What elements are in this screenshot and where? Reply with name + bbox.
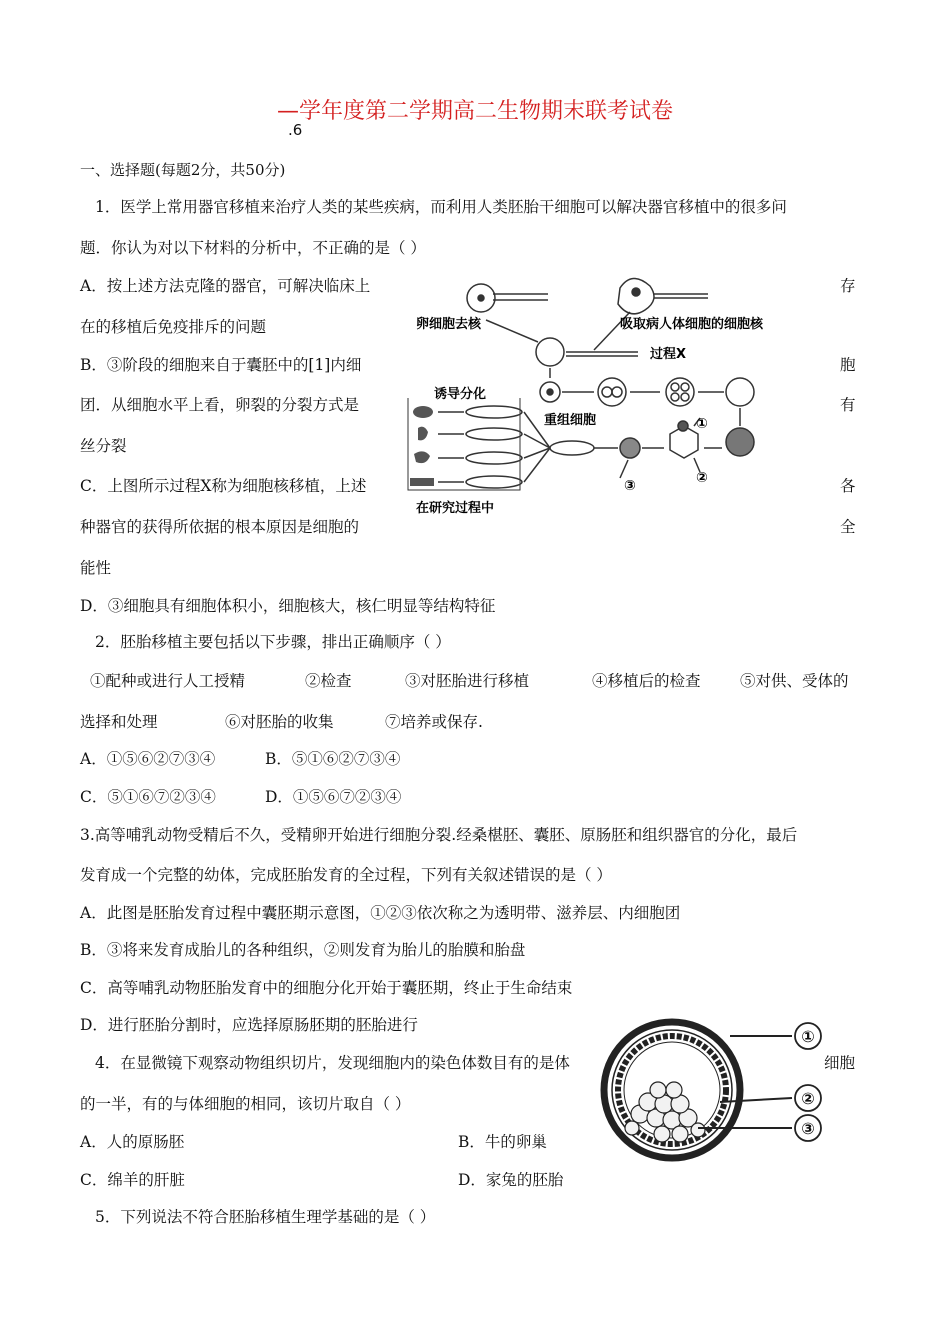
q2-option-c: C．⑤①⑥⑦②③④ [80, 788, 216, 806]
q1-option-c-tail: 各 [840, 477, 856, 495]
q3-stem-line1: 3.高等哺乳动物受精后不久，受精卵开始进行细胞分裂.经桑椹胚、囊胚、原肠胚和组织器官的分化，最后 [80, 826, 798, 844]
brain-tissue-icon [413, 406, 433, 418]
q4-stem-line1: 4．在显微镜下观察动物组织切片，发现细胞内的染色体数目有的是体 [95, 1054, 570, 1072]
label-recombined-cell: 重组细胞 [544, 413, 597, 428]
q4-option-a: A．人的原肠胚 [80, 1133, 185, 1151]
q1-option-b-line3: 丝分裂 [80, 437, 127, 455]
q2-step-5-cont: 选择和处理 [80, 713, 158, 731]
q4-option-b: B．牛的卵巢 [458, 1133, 547, 1151]
q3-option-a: A．此图是胚胎发育过程中囊胚期示意图，①②③依次称之为透明带、滋养层、内细胞团 [80, 904, 681, 922]
q5-stem: 5．下列说法不符合胚胎移植生理学基础的是（ ） [95, 1208, 436, 1226]
fig1-mark-3: ③ [624, 478, 636, 494]
page-subtitle: .6 [288, 121, 303, 139]
muscle-tissue-icon [410, 478, 434, 486]
label-induce-differentiation: 诱导分化 [434, 387, 487, 402]
q1-option-a-line2: 在的移植后免疫排斥的问题 [80, 318, 267, 336]
label-process-x: 过程X [650, 347, 687, 362]
q2-step-2: ②检查 [305, 672, 352, 690]
page-title: —学年度第二学期高二生物期末联考试卷 [276, 99, 673, 124]
organ-tissue-icon [418, 427, 428, 441]
q4-stem-line1-tail: 细胞 [824, 1054, 856, 1072]
fig2-mark-3: ③ [801, 1119, 815, 1138]
culture-dish-icon [550, 441, 594, 455]
q2-step-5: ⑤对供、受体的 [740, 672, 849, 690]
blastocyst-icon [726, 428, 754, 456]
inner-cell-mass [625, 1082, 705, 1142]
fig1-mark-1: ① [696, 416, 708, 432]
q1-option-d: D．③细胞具有细胞体积小，细胞核大，核仁明显等结构特征 [80, 597, 496, 615]
q2-step-3: ③对胚胎进行移植 [405, 672, 530, 690]
q2-step-6: ⑥对胚胎的收集 [225, 713, 334, 731]
q2-option-d: D．①⑤⑥⑦②③④ [265, 788, 402, 806]
fig1-mark-2: ② [696, 470, 708, 486]
q4-option-c: C．绵羊的肝脏 [80, 1171, 185, 1189]
q2-stem: 2．胚胎移植主要包括以下步骤，排出正确顺序（ ） [95, 633, 451, 651]
q2-step-1: ①配种或进行人工授精 [90, 672, 246, 690]
cloning-diagram [398, 268, 838, 523]
q2-step-7: ⑦培养或保存. [385, 713, 483, 731]
q1-option-c-line3: 能性 [80, 559, 112, 577]
inner-cell-mass-icon [620, 438, 640, 458]
section-heading: 一、选择题(每题2分，共50分) [80, 161, 286, 179]
q3-option-b: B．③将来发育成胎儿的各种组织，②则发育为胎儿的胎膜和胎盘 [80, 941, 526, 959]
q1-option-b: B．③阶段的细胞来自于囊胚中的[1]内细 [80, 356, 362, 374]
label-in-research: 在研究过程中 [416, 501, 495, 516]
q1-option-c-tail2: 全 [840, 518, 856, 536]
label-patient-nucleus: 吸取病人体细胞的细胞核 [620, 317, 764, 332]
q1-stem-line2: 题．你认为对以下材料的分析中，不正确的是（ ） [80, 239, 426, 257]
four-cell-icon [666, 378, 694, 406]
q3-option-d: D．进行胚胎分割时，应选择原肠胚期的胚胎进行 [80, 1016, 418, 1034]
q3-option-c: C．高等哺乳动物胚胎发育中的细胞分化开始于囊胚期，终止于生命结束 [80, 979, 573, 997]
q1-option-b-tail: 胞 [840, 356, 856, 374]
q2-option-b: B．⑤①⑥②⑦③④ [265, 750, 401, 768]
q1-stem-line1: 1．医学上常用器官移植来治疗人类的某些疾病，而利用人类胚胎干细胞可以解决器官移植中的很多问 [95, 198, 787, 216]
q1-option-a-tail: 存 [840, 277, 856, 295]
label-egg-enucleation: 卵细胞去核 [416, 317, 482, 332]
fig2-mark-1: ① [801, 1027, 815, 1046]
q4-stem-line2: 的一半，有的与体细胞的相同，该切片取自（ ） [80, 1095, 411, 1113]
blastocyst-diagram [600, 1018, 860, 1168]
q1-option-b-tail2: 有 [840, 396, 856, 414]
q1-option-c-line2: 种器官的获得所依据的根本原因是细胞的 [80, 518, 360, 536]
q4-option-d: D．家兔的胚胎 [458, 1171, 564, 1189]
q1-option-a: A．按上述方法克隆的器官，可解决临床上 [80, 277, 371, 295]
q2-option-a: A．①⑤⑥②⑦③④ [80, 750, 216, 768]
morula-icon [726, 378, 754, 406]
q2-step-4: ④移植后的检查 [592, 672, 701, 690]
q1-option-c: C．上图所示过程X称为细胞核移植，上述 [80, 477, 367, 495]
fig2-mark-2: ② [801, 1089, 815, 1108]
stomach-tissue-icon [414, 451, 430, 463]
q1-option-b-line2: 团．从细胞水平上看，卵裂的分裂方式是 [80, 396, 360, 414]
recipient-egg-icon [536, 338, 564, 366]
q3-stem-line2: 发育成一个完整的幼体，完成胚胎发育的全过程，下列有关叙述错误的是（ ） [80, 866, 612, 884]
